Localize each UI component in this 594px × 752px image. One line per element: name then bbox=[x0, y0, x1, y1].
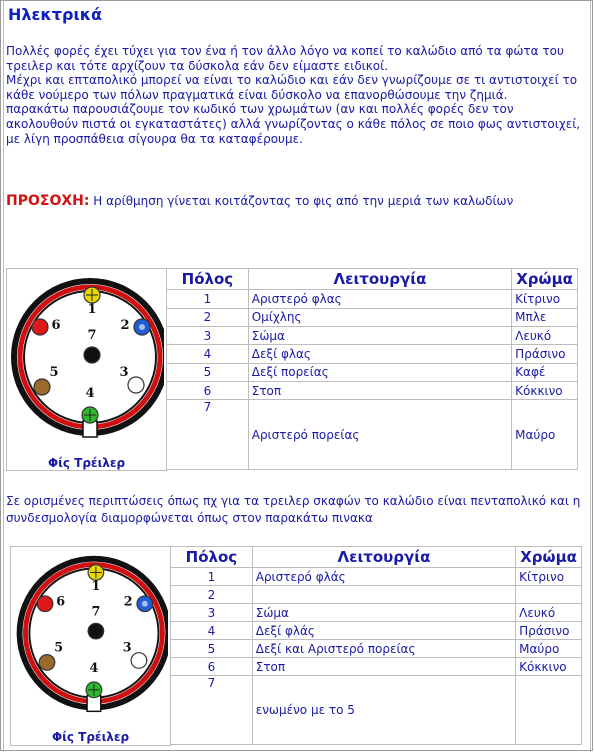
color-cell bbox=[516, 676, 582, 745]
pin-1-label: 1 bbox=[91, 578, 100, 594]
function-cell: Αριστερό φλάς bbox=[252, 568, 515, 586]
left-border bbox=[3, 0, 4, 752]
function-cell: Δεξί φλάς bbox=[252, 622, 515, 640]
pin-6-dot bbox=[37, 596, 53, 612]
pin-4-label: 4 bbox=[89, 660, 98, 676]
pole-cell: 3 bbox=[167, 326, 249, 344]
pin-6-label: 6 bbox=[55, 593, 65, 609]
pole-cell: 2 bbox=[171, 586, 253, 604]
function-cell: Δεξί πορείας bbox=[248, 363, 511, 381]
function-cell: Αριστερό πορείας bbox=[248, 400, 511, 470]
spacer bbox=[167, 470, 578, 471]
color-cell: Πράσινο bbox=[512, 345, 578, 363]
warning-label: ΠΡΟΣΟΧΗ: bbox=[6, 193, 90, 209]
plug-diagram-cell bbox=[11, 547, 171, 746]
pin-6-dot bbox=[32, 319, 48, 335]
pole-cell: 2 bbox=[167, 308, 249, 326]
pin-2-label: 2 bbox=[120, 318, 130, 333]
pin-3-dot bbox=[131, 653, 147, 669]
pin-5-dot bbox=[39, 655, 55, 671]
intro-paragraph: Μέχρι και επταπολικό μπορεί να είναι το καλώδιο και εάν δεν γνωρίζουμε σε τι αντιστοιχεί το κάθε νούμερο των πόλων πραγματικά είναι δύσκολο να επανορθώσουμε την ζημιά. bbox=[6, 73, 578, 102]
color-cell: Καφέ bbox=[512, 363, 578, 381]
header-function: Λειτουργία bbox=[252, 547, 515, 568]
function-cell: Στοπ bbox=[248, 381, 511, 399]
plug-caption: Φίς Τρέιλερ bbox=[47, 456, 126, 470]
pin-highlight bbox=[141, 601, 147, 607]
header-function: Λειτουργία bbox=[248, 269, 511, 290]
pin-highlight bbox=[139, 324, 145, 330]
color-cell: Λευκό bbox=[512, 326, 578, 344]
pole-cell: 1 bbox=[167, 290, 249, 308]
function-cell: Αριστερό φλας bbox=[248, 290, 511, 308]
pin-2-label: 2 bbox=[123, 593, 133, 609]
plug-diagram-cell bbox=[7, 269, 167, 471]
pin-table-7pole bbox=[6, 268, 578, 471]
page-title: Ηλεκτρικά bbox=[8, 5, 103, 24]
function-cell: Σώμα bbox=[248, 326, 511, 344]
pole-cell: 4 bbox=[167, 345, 249, 363]
pin-6-label: 6 bbox=[51, 318, 61, 333]
pin-7-label: 7 bbox=[87, 328, 97, 343]
pole-cell: 5 bbox=[171, 640, 253, 658]
color-cell: Μπλε bbox=[512, 308, 578, 326]
warning-line bbox=[6, 193, 588, 209]
five-pole-note: Σε ορισμένες περιπτώσεις όπως πχ για τα τρειλερ σκαφών το καλώδιο είναι πενταπολικό και η συνδεσμολογία διαμορφώνεται όπως στον παρακάτω πινακα bbox=[6, 494, 581, 525]
function-cell: Στοπ bbox=[252, 658, 515, 676]
pin-7-dot bbox=[84, 347, 100, 363]
color-cell: Πράσινο bbox=[516, 622, 582, 640]
color-cell: Κόκκινο bbox=[516, 658, 582, 676]
plug-caption: Φίς Τρέιλερ bbox=[51, 730, 130, 744]
pin-table-5pole bbox=[10, 546, 582, 746]
right-border bbox=[590, 0, 591, 752]
header-color: Χρώμα bbox=[512, 269, 578, 290]
pin-7-dot bbox=[88, 623, 104, 639]
pin-3-label: 3 bbox=[122, 639, 132, 655]
pin-5-label: 5 bbox=[53, 639, 63, 655]
pin-3-label: 3 bbox=[119, 365, 129, 380]
color-cell: Μαύρο bbox=[512, 400, 578, 470]
trailer-plug-diagram bbox=[14, 547, 168, 727]
pole-cell: 7 bbox=[167, 400, 249, 470]
pole-cell: 7 bbox=[171, 676, 253, 745]
color-cell bbox=[516, 586, 582, 604]
intro-text bbox=[6, 44, 588, 146]
color-cell: Κίτρινο bbox=[516, 568, 582, 586]
function-cell: Δεξί φλας bbox=[248, 345, 511, 363]
function-cell: ενωμένο με το 5 bbox=[252, 676, 515, 745]
warning-text: Η αρίθμηση γίνεται κοιτάζοντας το φις από την μεριά των καλωδίων bbox=[89, 194, 514, 208]
pin-5-dot bbox=[34, 379, 50, 395]
header-color: Χρώμα bbox=[516, 547, 582, 568]
pole-cell: 6 bbox=[171, 658, 253, 676]
color-cell: Μαύρο bbox=[516, 640, 582, 658]
function-cell bbox=[252, 586, 515, 604]
pin-1-label: 1 bbox=[87, 302, 97, 317]
pole-cell: 6 bbox=[167, 381, 249, 399]
color-cell: Κόκκινο bbox=[512, 381, 578, 399]
trailer-plug-diagram bbox=[10, 269, 164, 453]
pole-cell: 5 bbox=[167, 363, 249, 381]
spacer bbox=[171, 745, 582, 746]
color-cell: Λευκό bbox=[516, 604, 582, 622]
intro-paragraph: παρακάτω παρουσιάζουμε τον κωδικό των χρωμάτων (αν και πολλές φορές δεν τον ακολουθούν πιστά οι εγκαταστάτες) αλλά γνωρίζοντας ο κάθε πόλος σε ποιο φως αντιστοιχεί, με λίγη προσπάθεια σίγουρα θα τα καταφέρουμε. bbox=[6, 102, 581, 146]
intro-paragraph: Πολλές φορές έχει τύχει για τον ένα ή τον άλλο λόγο να κοπεί το καλώδιο από τα φώτα του τρειλερ και τότε αρχίζουν τα δύσκολα εάν δεν είμαστε ειδικοί. bbox=[6, 44, 564, 73]
pin-5-label: 5 bbox=[49, 365, 59, 380]
function-cell: Δεξί και Αριστερό πορείας bbox=[252, 640, 515, 658]
header-pole: Πόλος bbox=[171, 547, 253, 568]
pole-cell: 1 bbox=[171, 568, 253, 586]
function-cell: Σώμα bbox=[252, 604, 515, 622]
function-cell: Ομίχλης bbox=[248, 308, 511, 326]
pole-cell: 3 bbox=[171, 604, 253, 622]
pin-4-label: 4 bbox=[85, 386, 95, 401]
color-cell: Κίτρινο bbox=[512, 290, 578, 308]
pin-7-label: 7 bbox=[91, 603, 100, 619]
pole-cell: 4 bbox=[171, 622, 253, 640]
header-pole: Πόλος bbox=[167, 269, 249, 290]
pin-3-dot bbox=[128, 377, 144, 393]
